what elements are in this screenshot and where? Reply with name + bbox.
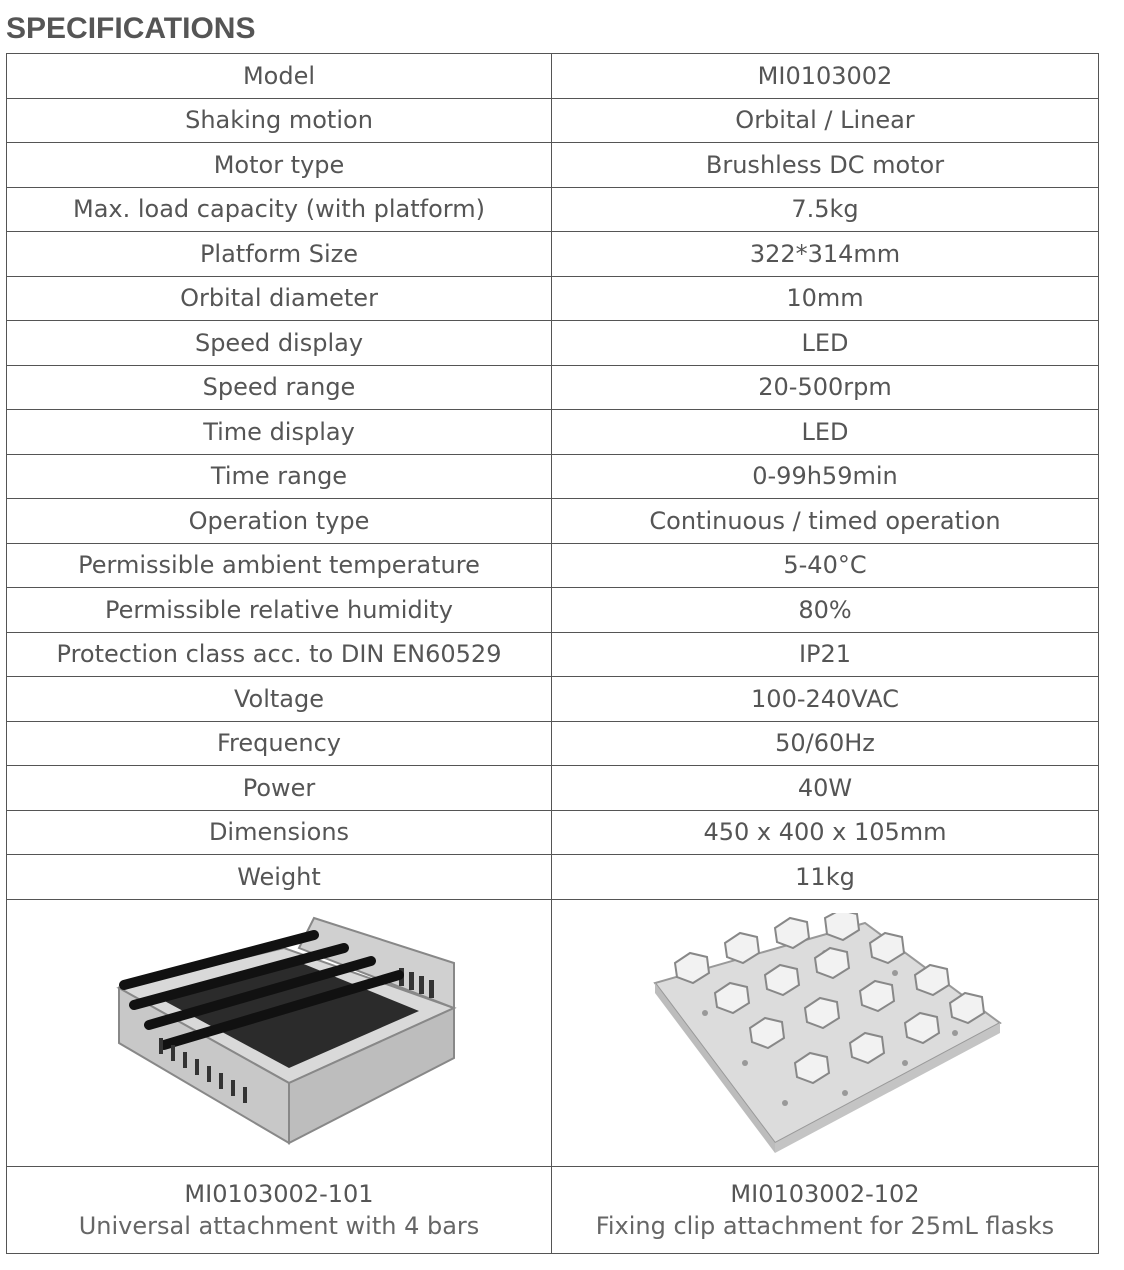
spec-row <box>7 321 1099 366</box>
spec-row <box>7 187 1099 232</box>
spec-label: Dimensions <box>7 810 552 855</box>
spec-label: Protection class acc. to DIN EN60529 <box>7 632 552 677</box>
spec-row <box>7 98 1099 143</box>
specifications-table <box>6 53 1099 1254</box>
accessory-image-cell-2 <box>552 899 1099 1166</box>
spec-row <box>7 410 1099 455</box>
spec-row <box>7 677 1099 722</box>
specifications-body <box>7 54 1099 900</box>
spec-value: 100-240VAC <box>552 677 1099 722</box>
accessory-code: MI0103002-102 <box>730 1179 920 1208</box>
accessory-description: Universal attachment with 4 bars <box>78 1211 480 1240</box>
spec-label: Frequency <box>7 721 552 766</box>
spec-label: Platform Size <box>7 232 552 277</box>
spec-value: 7.5kg <box>552 187 1099 232</box>
spec-row <box>7 365 1099 410</box>
spec-row <box>7 810 1099 855</box>
spec-value: 322*314mm <box>552 232 1099 277</box>
spec-label: Max. load capacity (with platform) <box>7 187 552 232</box>
spec-value: LED <box>552 321 1099 366</box>
spec-label: Orbital diameter <box>7 276 552 321</box>
accessory-caption-row <box>7 1166 1099 1253</box>
spec-label: Time display <box>7 410 552 455</box>
spec-row <box>7 143 1099 188</box>
spec-label: Power <box>7 766 552 811</box>
spec-value: 450 x 400 x 105mm <box>552 810 1099 855</box>
spec-value: Brushless DC motor <box>552 143 1099 188</box>
accessory-description: Fixing clip attachment for 25mL flasks <box>595 1211 1055 1240</box>
spec-value: 5-40°C <box>552 543 1099 588</box>
spec-value: 40W <box>552 766 1099 811</box>
spec-label: Model <box>7 54 552 99</box>
accessory-caption-1 <box>7 1166 552 1253</box>
accessory-caption-2 <box>552 1166 1099 1253</box>
spec-value: Orbital / Linear <box>552 98 1099 143</box>
spec-label: Permissible relative humidity <box>7 588 552 633</box>
spec-label: Speed display <box>7 321 552 366</box>
spec-label: Shaking motion <box>7 98 552 143</box>
spec-value: 10mm <box>552 276 1099 321</box>
fixing-clip-attachment-image <box>645 913 1005 1153</box>
spec-label: Motor type <box>7 143 552 188</box>
spec-value: Continuous / timed operation <box>552 499 1099 544</box>
spec-row <box>7 632 1099 677</box>
spec-row <box>7 499 1099 544</box>
spec-row <box>7 721 1099 766</box>
spec-value: 20-500rpm <box>552 365 1099 410</box>
spec-value: 0-99h59min <box>552 454 1099 499</box>
accessory-code: MI0103002-101 <box>184 1179 374 1208</box>
spec-value: 11kg <box>552 855 1099 900</box>
spec-label: Time range <box>7 454 552 499</box>
spec-row <box>7 855 1099 900</box>
accessories-section <box>7 899 1099 1253</box>
accessory-image-row <box>7 899 1099 1166</box>
spec-row <box>7 588 1099 633</box>
spec-label: Voltage <box>7 677 552 722</box>
spec-label: Operation type <box>7 499 552 544</box>
spec-label: Speed range <box>7 365 552 410</box>
spec-label: Weight <box>7 855 552 900</box>
spec-row <box>7 766 1099 811</box>
spec-label: Permissible ambient temperature <box>7 543 552 588</box>
spec-value: IP21 <box>552 632 1099 677</box>
spec-value: 50/60Hz <box>552 721 1099 766</box>
spec-value: LED <box>552 410 1099 455</box>
spec-row <box>7 232 1099 277</box>
spec-value: 80% <box>552 588 1099 633</box>
spec-value: MI0103002 <box>552 54 1099 99</box>
accessory-image-cell-1 <box>7 899 552 1166</box>
spec-row <box>7 543 1099 588</box>
page-title: SPECIFICATIONS <box>6 12 256 45</box>
spec-row <box>7 54 1099 99</box>
universal-attachment-bars-image <box>99 913 459 1153</box>
spec-row <box>7 454 1099 499</box>
spec-row <box>7 276 1099 321</box>
